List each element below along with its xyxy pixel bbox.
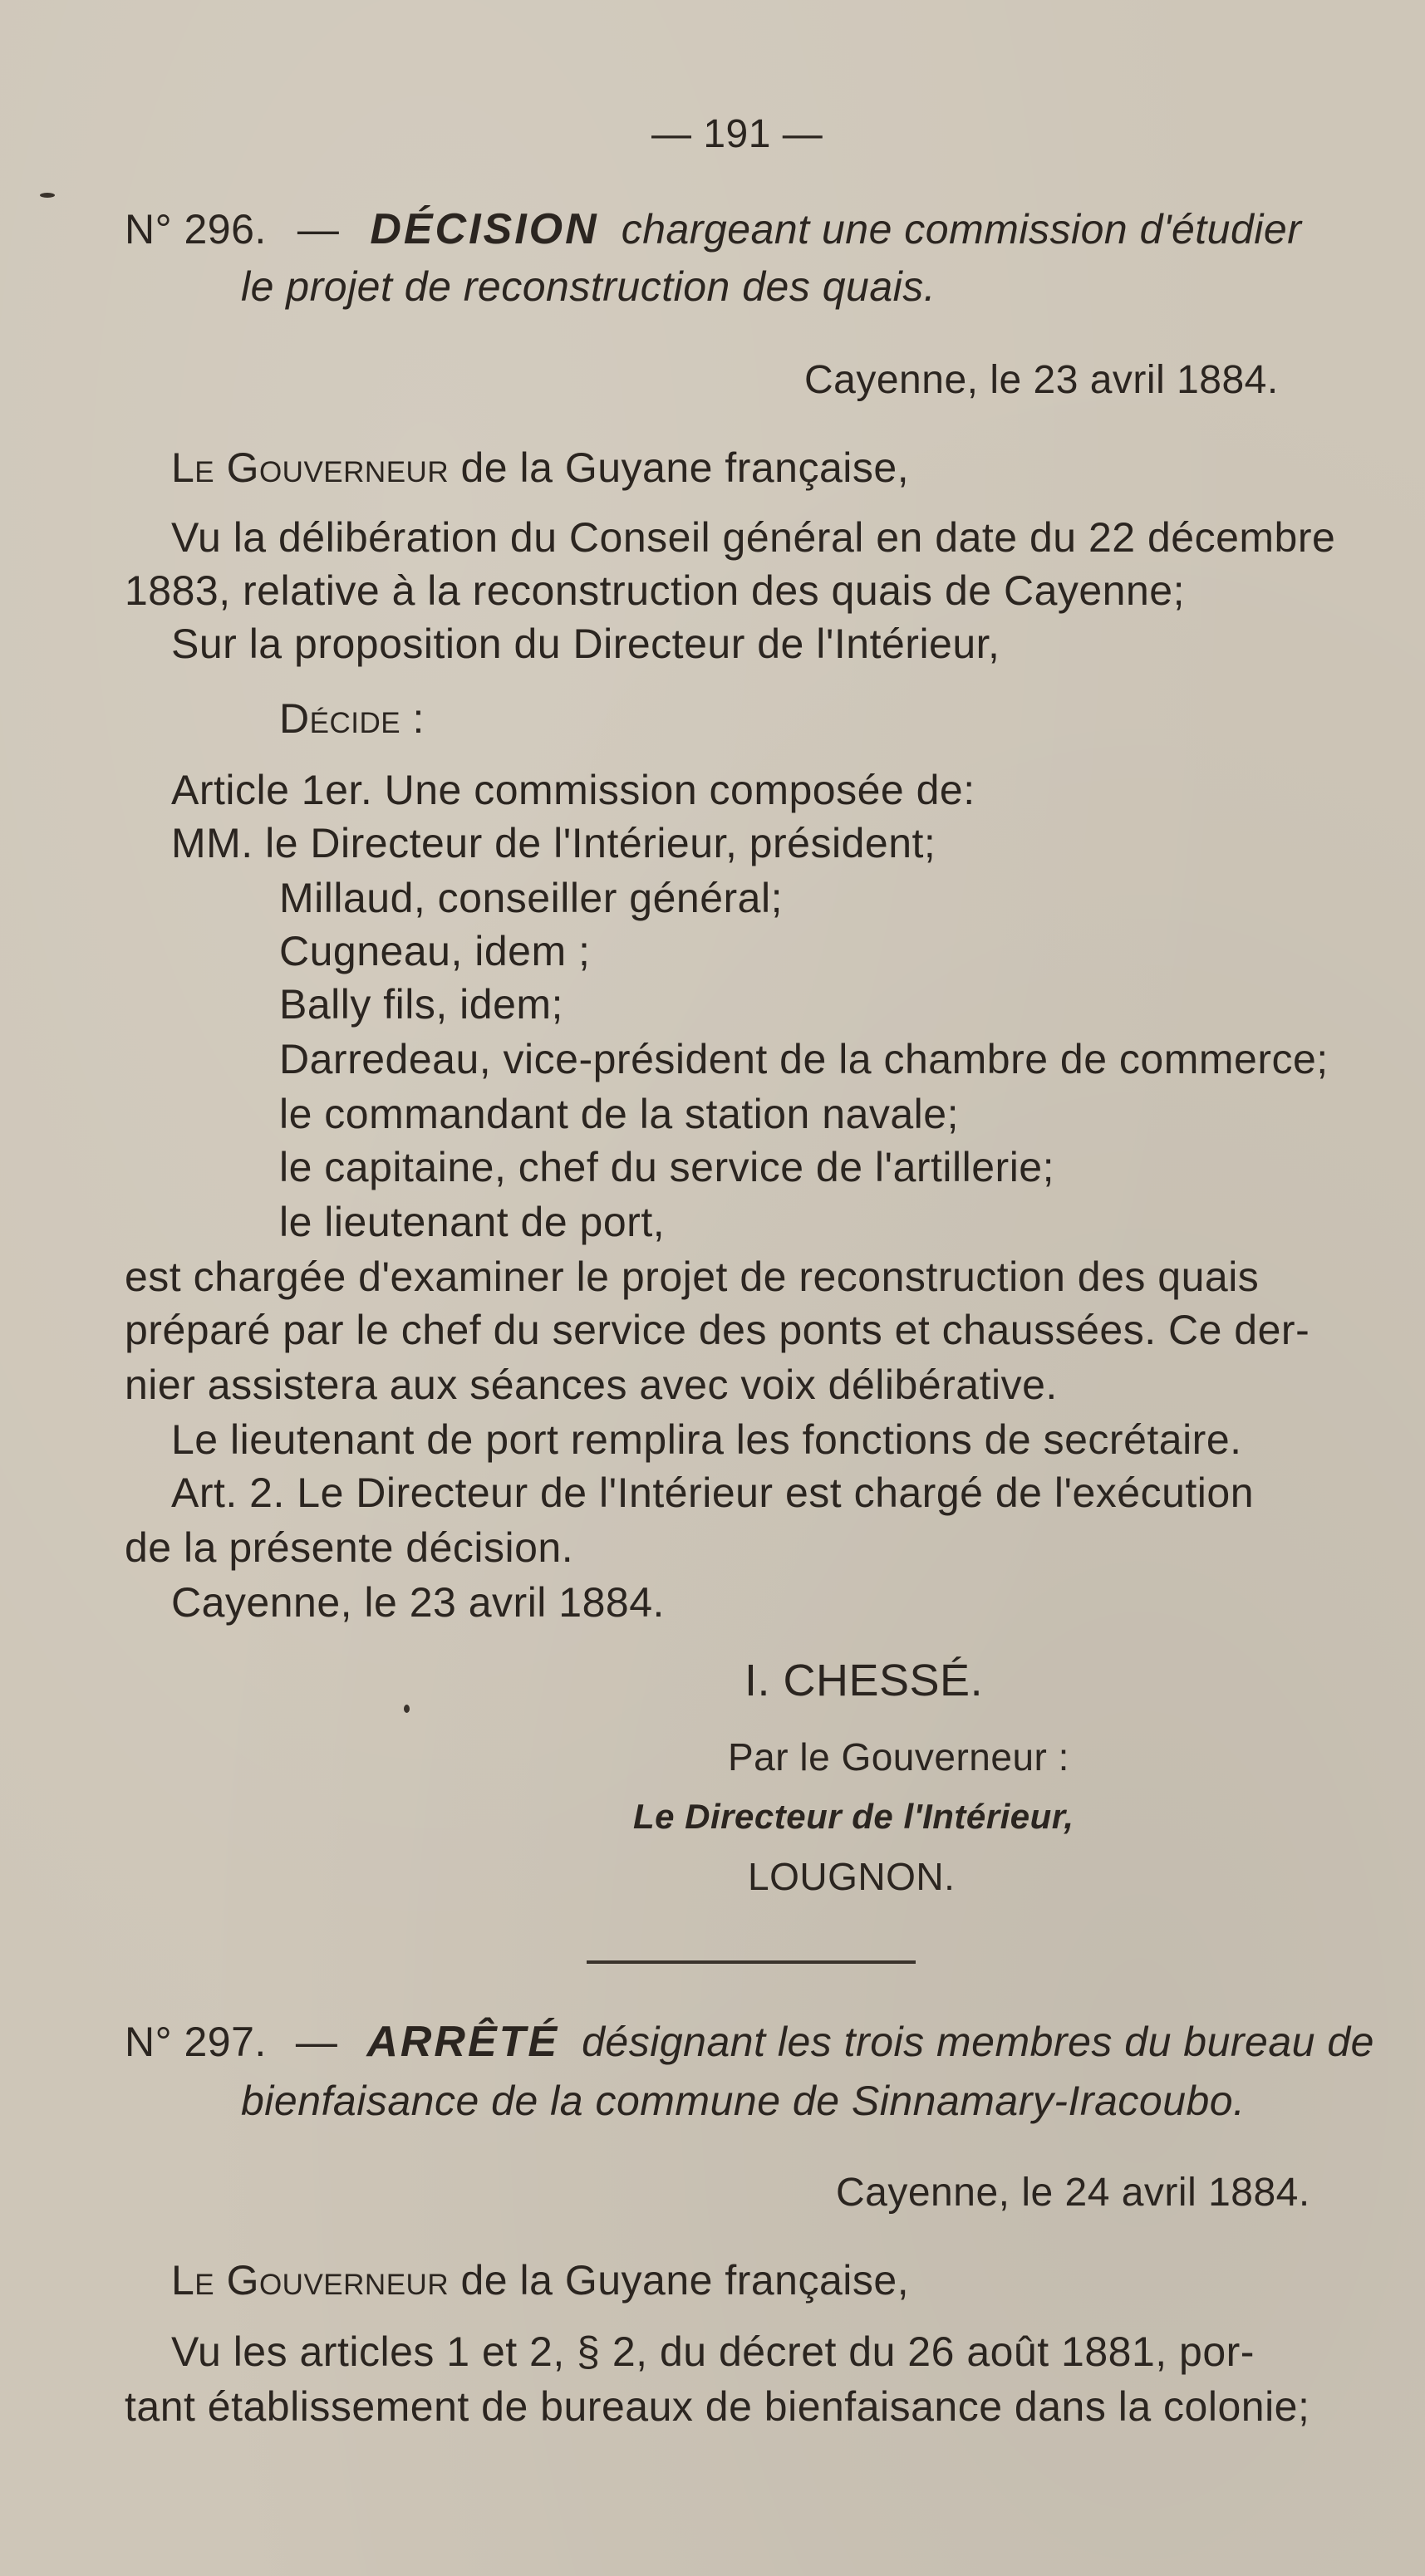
- arrete-title-line2: bienfaisance de la commune de Sinnamary-Iracoubo.: [241, 2078, 1246, 2124]
- member-line: Darredeau, vice-président de la chambre de commerce;: [279, 1036, 1329, 1082]
- decision-title-line1: chargeant une commission d'étudier: [621, 206, 1302, 253]
- ink-speck: [40, 193, 55, 198]
- governor-title: Gouverneur: [226, 444, 450, 491]
- arrete-type: ARRÊTÉ: [366, 2018, 560, 2066]
- signature: I. CHESSÉ.: [744, 1656, 984, 1705]
- arrete-place-date: Cayenne, le 24 avril 1884.: [836, 2171, 1310, 2215]
- arrete-number: N° 297.: [125, 2019, 267, 2065]
- article-2-line-1: Art. 2. Le Directeur de l'Intérieur est chargé de l'exécution: [171, 1470, 1255, 1516]
- governor-le: Le: [171, 2257, 215, 2304]
- directeur-line: Le Directeur de l'Intérieur,: [633, 1797, 1074, 1836]
- vu-line-1: Vu les articles 1 et 2, § 2, du décret du 26 août 1881, por-: [171, 2328, 1255, 2375]
- decision-number: N° 296.: [125, 206, 267, 253]
- governor-rest: de la Guyane française,: [460, 2257, 910, 2304]
- member-line: Cugneau, idem ;: [279, 928, 591, 974]
- member-line: Bally fils, idem;: [279, 981, 563, 1028]
- vu-line-2: tant établissement de bureaux de bienfaisance dans la colonie;: [125, 2383, 1310, 2430]
- lougnon-line: LOUGNON.: [748, 1855, 956, 1898]
- section-divider: [587, 1960, 916, 1964]
- governor-line: [171, 444, 910, 491]
- governor-le: Le: [171, 444, 215, 491]
- article-1-line: Article 1er. Une commission composée de:: [171, 767, 975, 813]
- heading-dash: —: [297, 206, 340, 253]
- article-2-line-2: de la présente décision.: [125, 1524, 574, 1571]
- decide-line: Décide :: [279, 695, 425, 742]
- governor-title: Gouverneur: [226, 2257, 450, 2304]
- lieutenant-line: Le lieutenant de port remplira les fonctions de secrétaire.: [171, 1416, 1242, 1463]
- governor-rest: de la Guyane française,: [460, 444, 910, 491]
- member-line: le commandant de la station navale;: [279, 1091, 959, 1137]
- member-line: MM. le Directeur de l'Intérieur, président;: [171, 820, 936, 866]
- vu-line-1: Vu la délibération du Conseil général en date du 22 décembre: [171, 514, 1336, 561]
- body-line: nier assistera aux séances avec voix délibérative.: [125, 1362, 1058, 1408]
- page-number: — 191 —: [651, 112, 823, 156]
- decision-title-line2: le projet de reconstruction des quais.: [241, 263, 936, 310]
- decision-296-heading: [125, 205, 1302, 253]
- body-line: est chargée d'examiner le projet de reconstruction des quais: [125, 1254, 1260, 1300]
- heading-dash: —: [295, 2019, 338, 2065]
- sur-line: Sur la proposition du Directeur de l'Intérieur,: [171, 621, 1000, 667]
- arrete-297-heading: [125, 2018, 1374, 2066]
- closing-date: Cayenne, le 23 avril 1884.: [171, 1579, 665, 1626]
- member-line: le lieutenant de port,: [279, 1199, 666, 1245]
- member-line: Millaud, conseiller général;: [279, 875, 783, 921]
- par-le-gouverneur: Par le Gouverneur :: [728, 1735, 1069, 1779]
- vu-line-2: 1883, relative à la reconstruction des quais de Cayenne;: [125, 567, 1185, 614]
- decision-place-date: Cayenne, le 23 avril 1884.: [804, 358, 1279, 402]
- governor-line: [171, 2257, 910, 2304]
- decision-type: DÉCISION: [370, 205, 599, 253]
- ink-speck: [404, 1705, 410, 1713]
- body-line: préparé par le chef du service des ponts et chaussées. Ce der-: [125, 1307, 1310, 1353]
- arrete-title-line1: désignant les trois membres du bureau de: [582, 2019, 1374, 2065]
- member-line: le capitaine, chef du service de l'artillerie;: [279, 1144, 1055, 1190]
